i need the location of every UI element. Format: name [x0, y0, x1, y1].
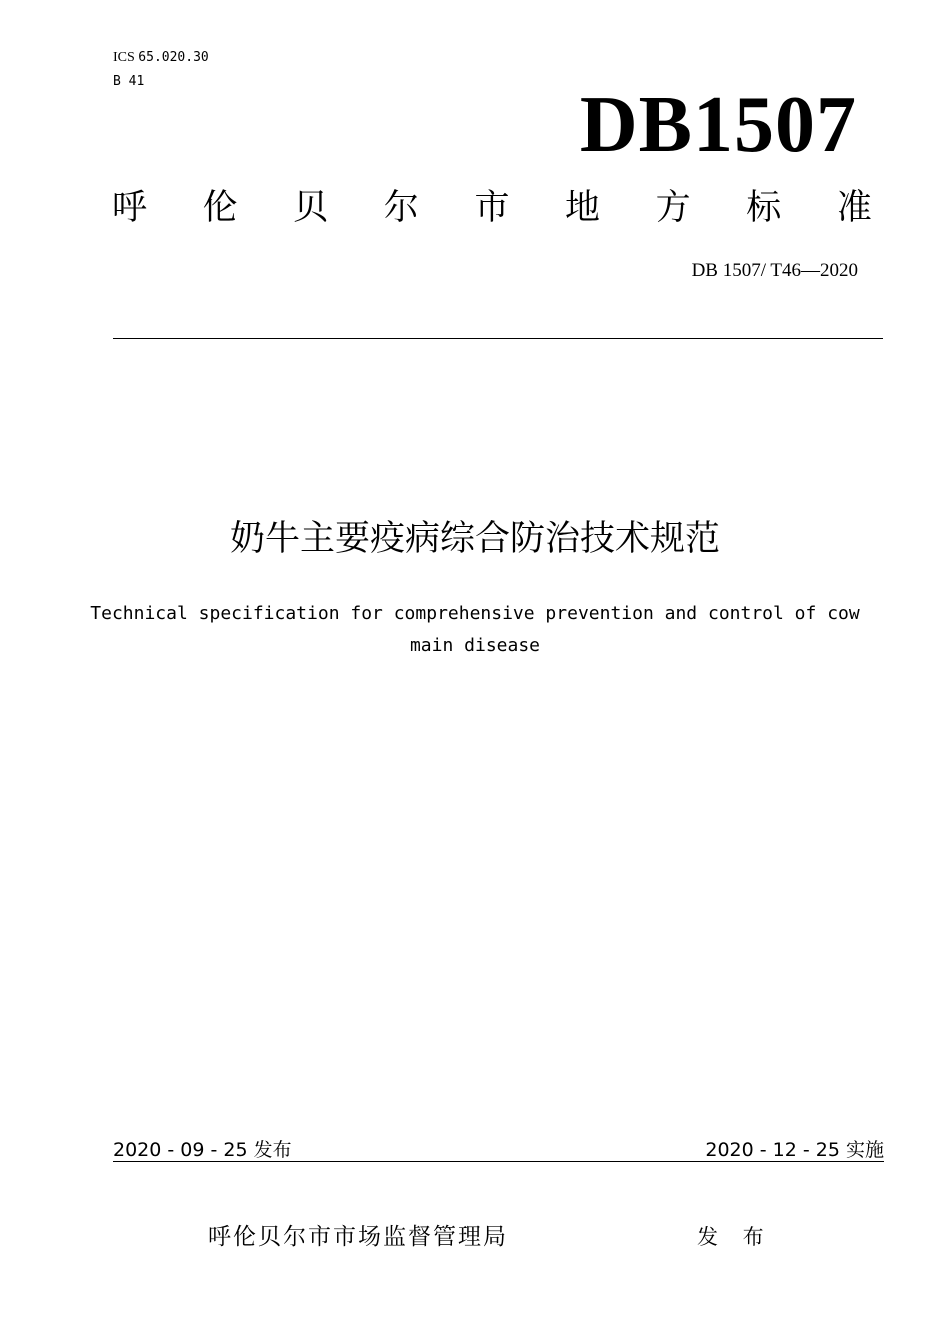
standard-type-char: 准 [836, 188, 872, 228]
document-title-chinese: 奶牛主要疫病综合防治技术规范 [229, 519, 720, 559]
footer-divider [113, 1161, 884, 1162]
ics-prefix: ICS [113, 50, 135, 65]
standard-type-char: 呼 [112, 188, 148, 228]
header-divider [113, 338, 883, 339]
issue-date: 2020 - 09 - 25 发布 [113, 1139, 292, 1161]
classification-code: B 41 [113, 74, 145, 89]
effective-date: 2020 - 12 - 25 实施 [705, 1139, 884, 1161]
standard-type-char: 标 [746, 188, 782, 228]
standard-type-char: 伦 [202, 188, 238, 228]
publish-label: 发 布 [697, 1225, 773, 1249]
standard-type-char: 贝 [293, 188, 329, 228]
ics-code: 65.020.30 [138, 50, 209, 65]
standard-code-heading: DB1507 [579, 81, 857, 169]
standard-type-char: 尔 [383, 188, 419, 228]
standard-type-heading [112, 186, 872, 230]
standard-type-char: 方 [655, 188, 691, 228]
publisher-name: 呼伦贝尔市市场监督管理局 [208, 1224, 508, 1250]
standard-type-char: 市 [474, 188, 510, 228]
standard-number: DB 1507/ T46—2020 [691, 260, 858, 281]
document-title-english: Technical specification for comprehensive prevention and control of cow main disease [90, 603, 871, 656]
standard-type-char: 地 [565, 188, 601, 228]
ics-code-line [113, 49, 209, 67]
